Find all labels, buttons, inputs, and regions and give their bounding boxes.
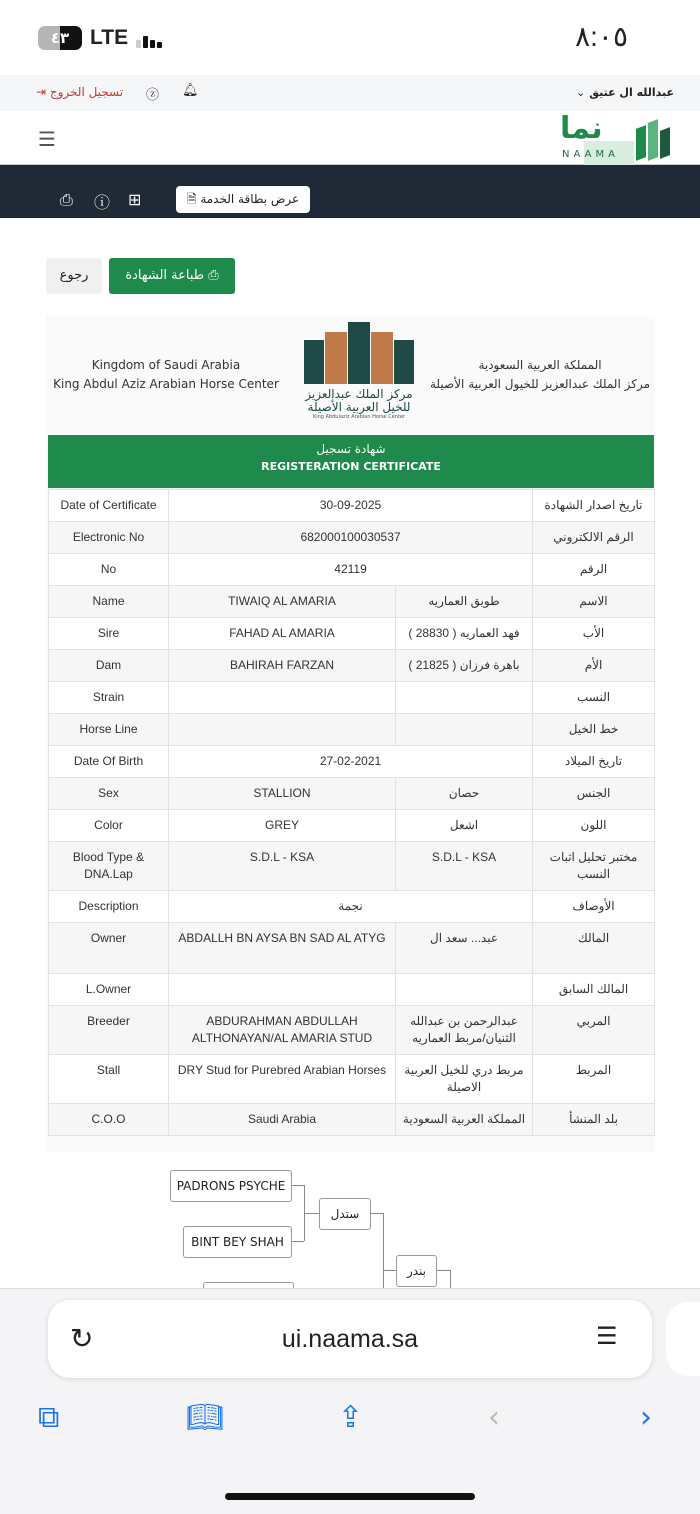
- cell-en: Color: [49, 810, 169, 842]
- hamburger-menu-icon[interactable]: ☰: [38, 127, 56, 151]
- cell-en: No: [49, 554, 169, 586]
- logo-text: نما: [560, 111, 603, 146]
- next-tab-peek[interactable]: [666, 1302, 700, 1376]
- cell-var: اشعل: [396, 810, 533, 842]
- cell-ven: DRY Stud for Purebred Arabian Horses: [169, 1055, 396, 1104]
- table-row: [49, 490, 655, 522]
- info-icon[interactable]: ⓘ: [94, 193, 111, 212]
- cell-v: 682000100030537: [169, 522, 533, 554]
- cell-en: Stall: [49, 1055, 169, 1104]
- cell-en: Electronic No: [49, 522, 169, 554]
- table-row: [49, 1055, 655, 1104]
- table-row: [49, 586, 655, 618]
- signal-icon: [136, 30, 162, 48]
- cell-var: باهرة فرزان ( 21825 ): [396, 650, 533, 682]
- table-row: [49, 923, 655, 974]
- bookmarks-icon[interactable]: 📖︎: [186, 1400, 225, 1435]
- user-menu[interactable]: عبدالله ال عتيق ⌄: [576, 86, 674, 99]
- pedigree-tree: [0, 1165, 700, 1288]
- cell-en: Date Of Birth: [49, 746, 169, 778]
- cell-ar: الرقم: [533, 554, 655, 586]
- pedigree-node[interactable]: BINT BEY SHAH: [183, 1226, 292, 1258]
- status-bar: [0, 0, 700, 75]
- cell-en: Strain: [49, 682, 169, 714]
- cell-var: المملكة العربية السعودية: [396, 1104, 533, 1136]
- language-icon[interactable]: ⓩ: [146, 88, 160, 103]
- reader-icon[interactable]: ☰: [596, 1322, 618, 1350]
- forward-icon[interactable]: ›: [640, 1400, 652, 1435]
- table-row: [49, 891, 655, 923]
- clock: ٨:٠٥: [575, 21, 628, 52]
- table-row: [49, 522, 655, 554]
- cell-en: Owner: [49, 923, 169, 974]
- connector: [371, 1213, 383, 1214]
- cell-ar: الجنس: [533, 778, 655, 810]
- header: [0, 111, 700, 165]
- horse-logo-icon: [304, 322, 414, 384]
- bookmark-add-icon[interactable]: ⊞: [128, 190, 142, 209]
- network-label: LTE: [90, 26, 129, 49]
- cell-en: Date of Certificate: [49, 490, 169, 522]
- cell-ar: المربي: [533, 1006, 655, 1055]
- cell-ven: [169, 714, 396, 746]
- cell-var: [396, 974, 533, 1006]
- cell-var: مربط دري للخيل العربية الاصيلة: [396, 1055, 533, 1104]
- cell-ven: ABDURAHMAN ABDULLAH ALTHONAYAN/AL AMARIA STUD: [169, 1006, 396, 1055]
- cell-v: 42119: [169, 554, 533, 586]
- pedigree-node[interactable]: PADRONS PSYCHE: [170, 1170, 292, 1202]
- print-certificate-button[interactable]: طباعة الشهادة ⎙: [109, 258, 235, 294]
- top-bar: [0, 75, 700, 111]
- cell-ar: تاريخ الميلاد: [533, 746, 655, 778]
- table-row: [49, 746, 655, 778]
- printer-icon: ⎙: [208, 268, 219, 283]
- cell-ven: TIWAIQ AL AMARIA: [169, 586, 396, 618]
- cell-ar: خط الخيل: [533, 714, 655, 746]
- cell-en: Description: [49, 891, 169, 923]
- print-icon[interactable]: ⎙: [60, 190, 73, 209]
- cell-ven: STALLION: [169, 778, 396, 810]
- cell-var: طويق العماريه: [396, 586, 533, 618]
- pedigree-node[interactable]: ستدل: [319, 1198, 371, 1230]
- cell-var: فهد العماريه ( 28830 ): [396, 618, 533, 650]
- cell-ar: اللون: [533, 810, 655, 842]
- cell-v: نجمة: [169, 891, 533, 923]
- service-card-button[interactable]: 🗎 عرض بطاقة الخدمة: [176, 186, 310, 213]
- cell-ar: تاريخ اصدار الشهادة: [533, 490, 655, 522]
- bell-icon[interactable]: 🔔︎: [182, 83, 199, 98]
- center-logo: مركز الملك عبدالعزيز للخيل العربية الأصيلة King Abdulaziz Arabian Horse Center: [304, 322, 414, 432]
- back-button[interactable]: رجوع: [46, 258, 102, 294]
- table-row: [49, 1006, 655, 1055]
- tabs-icon[interactable]: ⧉: [38, 1400, 60, 1435]
- battery-icon: ٤٣: [38, 26, 82, 50]
- cell-ven: Saudi Arabia: [169, 1104, 396, 1136]
- table-row: [49, 650, 655, 682]
- certificate: [46, 316, 655, 1152]
- connector: [450, 1270, 451, 1288]
- cell-var: [396, 682, 533, 714]
- cell-en: Horse Line: [49, 714, 169, 746]
- cell-ven: [169, 974, 396, 1006]
- home-indicator: [225, 1493, 475, 1500]
- cell-en: Breeder: [49, 1006, 169, 1055]
- cell-var: عبدالرحمن بن عبدالله الثنيان/مربط العماريه: [396, 1006, 533, 1055]
- logout-icon: ⇥: [36, 85, 50, 99]
- naama-logo-icon: [636, 115, 670, 161]
- cell-ven: ABDALLH BN AYSA BN SAD AL ATYG: [169, 923, 396, 974]
- cell-ven: [169, 682, 396, 714]
- table-row: [49, 1104, 655, 1136]
- logo-subtitle: NAAMA: [562, 149, 619, 160]
- cell-v: 27-02-2021: [169, 746, 533, 778]
- cell-ven: FAHAD AL AMARIA: [169, 618, 396, 650]
- cell-var: [396, 714, 533, 746]
- reload-icon[interactable]: ↻: [70, 1322, 94, 1355]
- cell-ar: النسب: [533, 682, 655, 714]
- cell-en: Blood Type & DNA.Lap: [49, 842, 169, 891]
- cell-ar: الأم: [533, 650, 655, 682]
- cell-en: Name: [49, 586, 169, 618]
- chevron-down-icon: ⌄: [576, 86, 586, 99]
- cell-ar: المربط: [533, 1055, 655, 1104]
- cell-ven: BAHIRAH FARZAN: [169, 650, 396, 682]
- connector: [437, 1270, 450, 1271]
- header-en: Kingdom of Saudi Arabia King Abdul Aziz Arabian Horse Center: [53, 358, 279, 391]
- cell-en: C.O.O: [49, 1104, 169, 1136]
- cell-ar: بلد المنشأ: [533, 1104, 655, 1136]
- connector: [383, 1270, 396, 1271]
- cell-ar: الأوصاف: [533, 891, 655, 923]
- connector: [304, 1213, 319, 1214]
- document-icon: 🗎: [186, 192, 201, 206]
- back-icon[interactable]: ‹: [488, 1400, 500, 1435]
- table-row: [49, 842, 655, 891]
- cell-var: عبد... سعد ال: [396, 923, 533, 974]
- cell-en: Dam: [49, 650, 169, 682]
- cell-ar: مختبر تحليل اثبات النسب: [533, 842, 655, 891]
- certificate-title: شهادة تسجيل REGISTERATION CERTIFICATE: [48, 435, 654, 488]
- address-bar[interactable]: ui.naama.sa: [48, 1300, 652, 1378]
- table-row: [49, 974, 655, 1006]
- cell-en: Sire: [49, 618, 169, 650]
- certificate-header: [46, 316, 655, 435]
- cell-var: حصان: [396, 778, 533, 810]
- cell-en: Sex: [49, 778, 169, 810]
- certificate-table: [48, 489, 655, 1136]
- connector: [292, 1185, 304, 1186]
- cell-ar: الاسم: [533, 586, 655, 618]
- share-icon[interactable]: ⇪: [338, 1400, 364, 1435]
- table-row: [49, 618, 655, 650]
- cell-v: 30-09-2025: [169, 490, 533, 522]
- cell-ar: الرقم الالكتروني: [533, 522, 655, 554]
- table-row: [49, 714, 655, 746]
- header-ar: المملكة العربية السعودية مركز الملك عبدالعزيز للخيول العربية الأصيلة: [429, 358, 650, 391]
- table-row: [49, 554, 655, 586]
- logout-button[interactable]: ⇥ تسجيل الخروج: [36, 85, 124, 99]
- cell-ar: المالك: [533, 923, 655, 974]
- table-row: [49, 682, 655, 714]
- cell-en: L.Owner: [49, 974, 169, 1006]
- cell-ar: المالك السابق: [533, 974, 655, 1006]
- connector: [292, 1241, 304, 1242]
- connector: [383, 1213, 384, 1288]
- cell-ven: GREY: [169, 810, 396, 842]
- table-row: [49, 810, 655, 842]
- cell-ar: الأب: [533, 618, 655, 650]
- cell-var: S.D.L - KSA: [396, 842, 533, 891]
- pedigree-node[interactable]: بندر: [396, 1255, 437, 1287]
- table-row: [49, 778, 655, 810]
- cell-ven: S.D.L - KSA: [169, 842, 396, 891]
